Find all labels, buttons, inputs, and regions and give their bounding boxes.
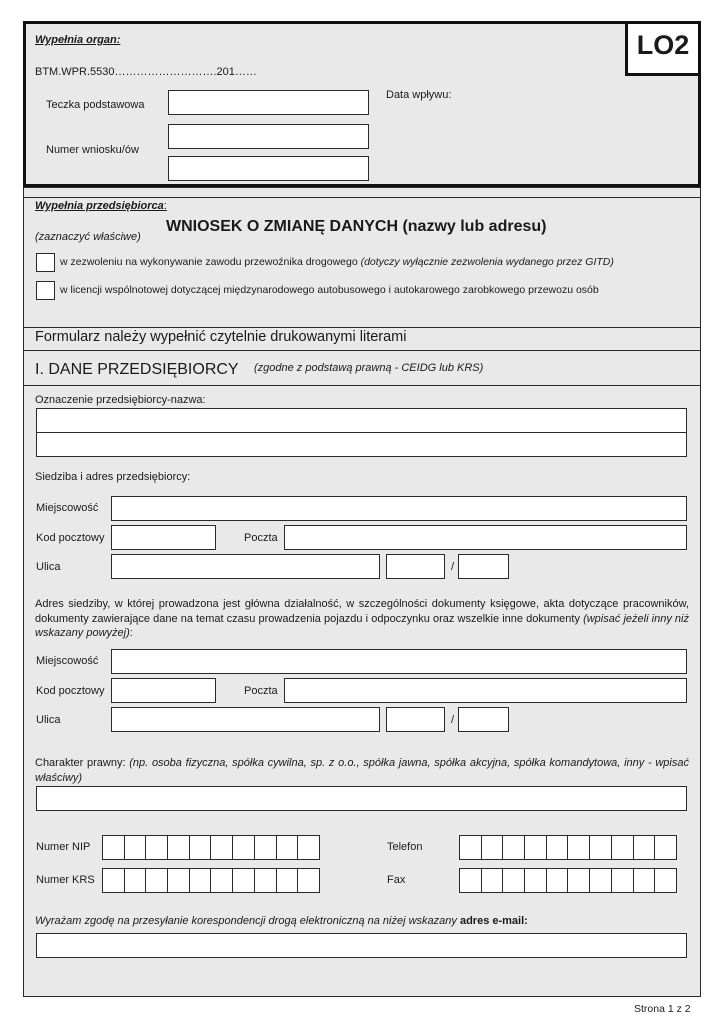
fax-cell[interactable] xyxy=(524,868,547,893)
krs-cell[interactable] xyxy=(232,868,255,893)
krs-cell[interactable] xyxy=(276,868,299,893)
numer-wniosku-field-2[interactable] xyxy=(168,156,369,181)
poczta-field-1[interactable] xyxy=(284,525,687,550)
nazwa-field-1[interactable] xyxy=(36,408,687,433)
divider-4 xyxy=(23,385,701,386)
telefon-cell[interactable] xyxy=(589,835,612,860)
reference-number: BTM.WPR.5530……………………….201…… xyxy=(35,66,257,78)
krs-cell[interactable] xyxy=(102,868,125,893)
krs-cell[interactable] xyxy=(254,868,277,893)
krs-label: Numer KRS xyxy=(36,874,95,886)
slash-1: / xyxy=(451,561,455,573)
zaznaczyc-note: (zaznaczyć właściwe) xyxy=(35,231,141,243)
telefon-field[interactable] xyxy=(459,835,676,860)
ulica-label-1: Ulica xyxy=(36,561,61,573)
fax-cell[interactable] xyxy=(546,868,569,893)
divider-3 xyxy=(23,350,701,351)
ulica-field-2[interactable] xyxy=(111,707,380,732)
krs-cell[interactable] xyxy=(297,868,320,893)
applicant-heading: Wypełnia przedsiębiorca: xyxy=(35,200,167,212)
numer-wniosku-field-1[interactable] xyxy=(168,124,369,149)
data-wplywu-label: Data wpływu: xyxy=(386,89,452,101)
divider-1 xyxy=(23,197,701,198)
nip-field[interactable] xyxy=(102,835,319,860)
kod-label-2: Kod pocztowy xyxy=(36,685,105,697)
nazwa-label: Oznaczenie przedsiębiorcy-nazwa: xyxy=(35,394,206,406)
nip-cell[interactable] xyxy=(297,835,320,860)
section-subtitle: (zgodne z podstawą prawną - CEIDG lub KRS) xyxy=(254,362,484,374)
telefon-cell[interactable] xyxy=(633,835,656,860)
charakter-field[interactable] xyxy=(36,786,687,811)
krs-cell[interactable] xyxy=(210,868,233,893)
fax-cell[interactable] xyxy=(654,868,677,893)
fax-label: Fax xyxy=(387,874,406,886)
nip-cell[interactable] xyxy=(189,835,212,860)
charakter-description: Charakter prawny: (np. osoba fizyczna, spółka cywilna, sp. z o.o., spółka jawna, spółka akcyjna, spółka komandytowa, inny - wpisać właściwy) xyxy=(35,757,689,784)
option-zezwolenie-label: w zezwoleniu na wykonywanie zawodu przewoźnika drogowego (dotyczy wyłącznie zezwolenia wydanego przez GITD) xyxy=(60,256,614,268)
miejscowosc-field-2[interactable] xyxy=(111,649,687,674)
miejscowosc-field-1[interactable] xyxy=(111,496,687,521)
telefon-cell[interactable] xyxy=(459,835,482,860)
nip-cell[interactable] xyxy=(254,835,277,860)
nr-lokalu-field-2[interactable] xyxy=(458,707,509,732)
krs-cell[interactable] xyxy=(167,868,190,893)
instruction-text: Formularz należy wypełnić czytelnie drukowanymi literami xyxy=(35,329,407,345)
kod-label-1: Kod pocztowy xyxy=(36,532,105,544)
teczka-label: Teczka podstawowa xyxy=(46,99,145,111)
nip-label: Numer NIP xyxy=(36,841,91,853)
nip-cell[interactable] xyxy=(210,835,233,860)
fax-cell[interactable] xyxy=(633,868,656,893)
poczta-label-1: Poczta xyxy=(244,532,278,544)
form-code: LO2 xyxy=(636,30,690,60)
option-zezwolenie-checkbox[interactable] xyxy=(36,253,55,272)
email-consent-text: Wyrażam zgodę na przesyłanie korespondencji drogą elektroniczną na niżej wskazany adres e-mail: xyxy=(35,915,528,927)
email-field[interactable] xyxy=(36,933,687,958)
fax-cell[interactable] xyxy=(589,868,612,893)
nazwa-field-2[interactable] xyxy=(36,432,687,457)
numer-wniosku-label: Numer wniosku/ów xyxy=(46,144,139,156)
miejscowosc-label-2: Miejscowość xyxy=(36,655,99,667)
fax-cell[interactable] xyxy=(502,868,525,893)
fax-cell[interactable] xyxy=(567,868,590,893)
telefon-cell[interactable] xyxy=(546,835,569,860)
miejscowosc-label-1: Miejscowość xyxy=(36,502,99,514)
nip-cell[interactable] xyxy=(145,835,168,860)
telefon-cell[interactable] xyxy=(654,835,677,860)
telefon-cell[interactable] xyxy=(524,835,547,860)
nip-cell[interactable] xyxy=(167,835,190,860)
krs-cell[interactable] xyxy=(124,868,147,893)
adres-description: Adres siedziby, w której prowadzona jest główna działalność, w szczególności dokumenty księgowe, akta dotyczące pracowników, dokumenty zawierające dane na temat czasu prowadzenia pojazdu i odpoczynku oraz wszelkie inne dokumenty (wpisać jeżeli inny niż wskazany powyżej): xyxy=(35,598,689,639)
slash-2: / xyxy=(451,714,455,726)
organ-heading: Wypełnia organ: xyxy=(35,34,121,46)
teczka-field[interactable] xyxy=(168,90,369,115)
telefon-cell[interactable] xyxy=(611,835,634,860)
telefon-label: Telefon xyxy=(387,841,423,853)
form-title: WNIOSEK O ZMIANĘ DANYCH (nazwy lub adresu) xyxy=(166,218,547,235)
kod-field-2[interactable] xyxy=(111,678,216,703)
option-licencja-label: w licencji wspólnotowej dotyczącej międzynarodowego autobusowego i autokarowego zarobkowego przewozu osób xyxy=(60,284,599,296)
nip-cell[interactable] xyxy=(124,835,147,860)
kod-field-1[interactable] xyxy=(111,525,216,550)
poczta-label-2: Poczta xyxy=(244,685,278,697)
nr-lokalu-field-1[interactable] xyxy=(458,554,509,579)
section-title: I. DANE PRZEDSIĘBIORCY xyxy=(35,361,239,378)
siedziba-label: Siedziba i adres przedsiębiorcy: xyxy=(35,471,191,483)
option-licencja-checkbox[interactable] xyxy=(36,281,55,300)
fax-cell[interactable] xyxy=(611,868,634,893)
krs-cell[interactable] xyxy=(145,868,168,893)
nr-domu-field-1[interactable] xyxy=(386,554,445,579)
divider-2 xyxy=(23,327,701,328)
krs-field[interactable] xyxy=(102,868,319,893)
nr-domu-field-2[interactable] xyxy=(386,707,445,732)
ulica-field-1[interactable] xyxy=(111,554,380,579)
nip-cell[interactable] xyxy=(102,835,125,860)
telefon-cell[interactable] xyxy=(481,835,504,860)
fax-field[interactable] xyxy=(459,868,676,893)
ulica-label-2: Ulica xyxy=(36,714,61,726)
page-number: Strona 1 z 2 xyxy=(634,1003,691,1015)
nip-cell[interactable] xyxy=(232,835,255,860)
fax-cell[interactable] xyxy=(459,868,482,893)
fax-cell[interactable] xyxy=(481,868,504,893)
telefon-cell[interactable] xyxy=(502,835,525,860)
krs-cell[interactable] xyxy=(189,868,212,893)
nip-cell[interactable] xyxy=(276,835,299,860)
poczta-field-2[interactable] xyxy=(284,678,687,703)
telefon-cell[interactable] xyxy=(567,835,590,860)
